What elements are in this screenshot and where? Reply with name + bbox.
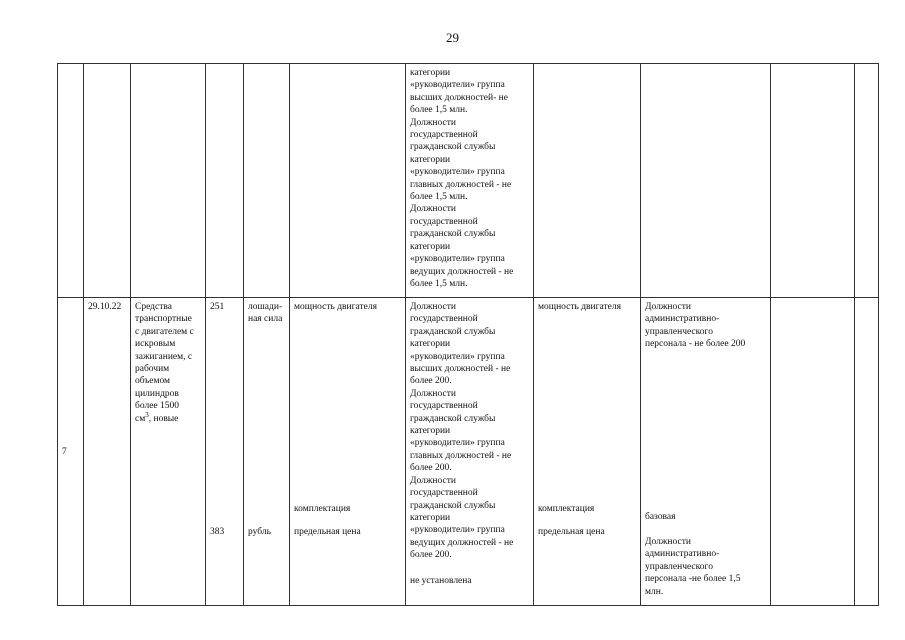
inst-char-engine-power: мощность двигателя <box>538 302 621 312</box>
gov-requirements <box>406 298 534 606</box>
requirements-table <box>57 63 879 606</box>
table-row-7 <box>58 298 879 606</box>
char-price-limit: предельная цена <box>294 527 361 537</box>
char-engine-power: мощность двигателя <box>294 302 377 312</box>
inst-value-configuration: базовая <box>645 512 676 522</box>
cell-gov-requirements: категории «руководители» группа высших должностей- не более 1,5 млн. Должности государственной гражданской службы категории «руководители» группа главных должностей - не более 1,5 млн. Должности государственной гражданской службы категории «руководители» группа ведущих должностей - не более 1,5 млн. <box>406 64 534 298</box>
page-number: 29 <box>446 30 459 45</box>
cell-unit <box>244 64 290 298</box>
unit-power: лошади- ная сила <box>248 302 283 325</box>
cell-number <box>58 64 84 298</box>
function <box>855 298 879 606</box>
inst-values <box>641 298 771 606</box>
item-name-superscript: 3 <box>145 410 149 419</box>
okei-code-price: 383 <box>210 527 225 537</box>
cell-inst-characteristic <box>534 64 641 298</box>
inst-char-configuration: комплектация <box>538 504 595 514</box>
characteristics <box>290 298 406 606</box>
cell-function <box>855 64 879 298</box>
item-name-text: Средства транспортные с двигателем с искровым зажиганием, с рабочим объемом цилиндров более 1500 см <box>135 302 194 424</box>
cell-okpd <box>84 64 131 298</box>
inst-value-power: Должности административно- управленческого персонала - не более 200 <box>645 302 746 350</box>
cell-inst-value <box>641 64 771 298</box>
unit-price: рубль <box>248 527 271 537</box>
cell-characteristic <box>290 64 406 298</box>
item-name-suffix: , новые <box>148 413 179 424</box>
okpd-code: 29.10.22 <box>84 298 131 606</box>
justification <box>771 298 855 606</box>
gov-price: не установлена <box>410 575 472 586</box>
char-configuration: комплектация <box>294 504 351 514</box>
inst-char-price-limit: предельная цена <box>538 527 605 537</box>
okei-codes <box>206 298 244 606</box>
inst-value-price: Должности административно- управленческого персонала -не более 1,5 млн. <box>645 537 741 597</box>
continuation-row <box>58 64 879 298</box>
cell-name <box>131 64 206 298</box>
cell-okei-code <box>206 64 244 298</box>
item-name <box>131 298 206 606</box>
cell-justification <box>771 64 855 298</box>
inst-characteristics <box>534 298 641 606</box>
gov-requirements-text: Должности государственной гражданской службы категории «руководители» группа высших должностей - не более 200. Должности государственной гражданской службы категории «руководители» группа главных должностей - не более 200. Должности государственной гражданской службы категории «руководители» группа ведущих должностей - не более 200. <box>410 302 514 561</box>
okei-code-power: 251 <box>210 302 225 312</box>
row-number: 7 <box>58 298 84 606</box>
units <box>244 298 290 606</box>
